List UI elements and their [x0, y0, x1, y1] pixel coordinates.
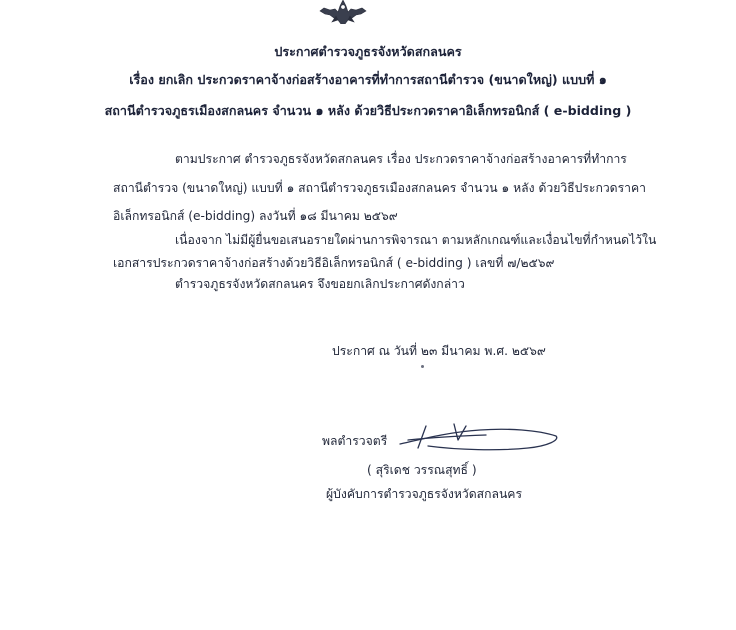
- paragraph-1-line-3: อิเล็กทรอนิกส์ (e-bidding) ลงวันที่ ๑๘ มีนาคม ๒๕๖๙: [113, 209, 398, 223]
- handwritten-signature: [388, 418, 563, 458]
- garuda-emblem-icon: [318, 0, 368, 24]
- signer-name: ( สุริเดช วรรณสุทธิ์ ): [367, 463, 477, 477]
- paragraph-3-line-1: ตำรวจภูธรจังหวัดสกลนคร จึงขอยกเลิกประกาศดังกล่าว: [175, 277, 465, 291]
- subject-line-2: สถานีตำรวจภูธรเมืองสกลนคร จำนวน ๑ หลัง ด้วยวิธีประกวดราคาอิเล็กทรอนิกส์ ( e-bidding ): [104, 103, 632, 118]
- subject-line-1: เรื่อง ยกเลิก ประกวดราคาจ้างก่อสร้างอาคารที่ทำการสถานีตำรวจ (ขนาดใหญ่) แบบที่ ๑: [129, 72, 607, 87]
- paragraph-1-line-1: ตามประกาศ ตำรวจภูธรจังหวัดสกลนคร เรื่อง ประกวดราคาจ้างก่อสร้างอาคารที่ทำการ: [175, 152, 627, 166]
- ink-dot: [421, 365, 424, 368]
- agency-heading: ประกาศตำรวจภูธรจังหวัดสกลนคร: [274, 44, 462, 59]
- signer-position: ผู้บังคับการตำรวจภูธรจังหวัดสกลนคร: [326, 487, 522, 501]
- announcement-date: ประกาศ ณ วันที่ ๒๓ มีนาคม พ.ศ. ๒๕๖๙: [332, 344, 546, 358]
- paragraph-2-line-1: เนื่องจาก ไม่มีผู้ยื่นขอเสนอรายใดผ่านการพิจารณา ตามหลักเกณฑ์และเงื่อนไขที่กำหนดไว้ใน: [175, 233, 657, 247]
- signer-rank: พลตำรวจตรี: [322, 434, 388, 448]
- paragraph-1-line-2: สถานีตำรวจ (ขนาดใหญ่) แบบที่ ๑ สถานีตำรวจภูธรเมืองสกลนคร จำนวน ๑ หลัง ด้วยวิธีประกวดราคา: [113, 181, 646, 195]
- paragraph-2-line-2: เอกสารประกวดราคาจ้างก่อสร้างด้วยวิธีอิเล็กทรอนิกส์ ( e-bidding ) เลขที่ ๗/๒๕๖๙: [113, 256, 555, 270]
